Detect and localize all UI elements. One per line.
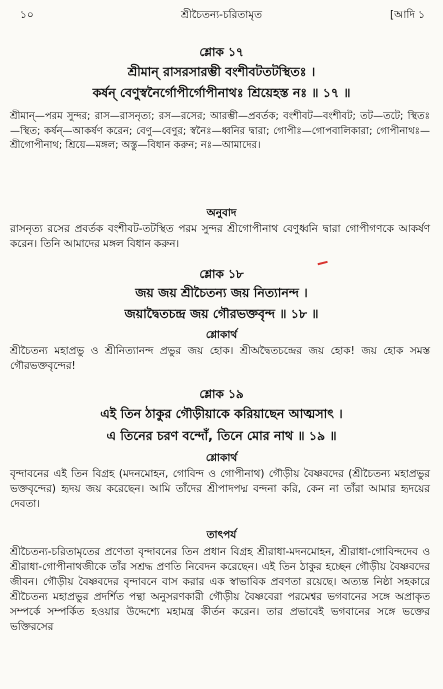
verse-17-translation: রাসনৃত্য রসের প্রবর্তক বংশীবট-তটস্থিত পরম সুন্দর শ্রীগোপীনাথ বেণুধ্বনি দ্বারা গোপীগণকে আকর্ষণ করেন। তিনি আমাদের মঙ্গল বিধান করুন। [10, 223, 430, 250]
page-header [0, 8, 443, 26]
verse-17-heading: শ্লোক ১৭ [199, 45, 244, 59]
verse-18-meaning: শ্রীচৈতন্য মহাপ্রভু ও শ্রীনিত্যানন্দ প্রভুর জয় হোক। শ্রীঅদ্বৈতচন্দ্রের জয় হোক! জয় হোক সমস্ত গৌরভক্তবৃন্দের! [10, 345, 430, 372]
verse-19-line-1: এই তিন ঠাকুর গৌড়ীয়াকে করিয়াছেন আত্মসাৎ । [100, 406, 343, 421]
verse-19-heading: শ্লোক ১৯ [199, 387, 244, 401]
verse-17-word-meanings: শ্রীমান্—পরম সুন্দর; রাস—রাসনৃত্য; রস—রসের; আরম্ভী—প্রবর্তক; বংশীবট—বংশীবট; তট—তটে; স্থিতঃ—স্থিত; কর্ষন্—আকর্ষণ করেন; বেণু—বেণুর; স্বনৈঃ—ধ্বনির দ্বারা; গোপীঃ—গোপবালিকারা; গোপীনাথঃ—শ্রীগোপীনাথ; শ্রিয়ে—মঙ্গল; অস্তু—বিধান করুন; নঃ—আমাদের। [10, 111, 430, 151]
verse-19-purport-heading: তাৎপর্য [206, 529, 237, 541]
section-label: [আদি ১ [389, 9, 425, 21]
verse-18-meaning-heading: শ্লোকার্থ [205, 329, 238, 341]
verse-17-line-1: শ্রীমান্ রাসরসারম্ভী বংশীবটতটস্থিতঃ । [127, 64, 316, 79]
verse-19-line-2: এ তিনের চরণ বন্দোঁ, তিনে মোর নাথ ॥ ১৯ ॥ [106, 428, 337, 443]
verse-19-purport: শ্রীচৈতন্য-চরিতামৃতের প্রণেতা বৃন্দাবনের তিন প্রধান বিগ্রহ শ্রীরাধা-মদনমোহন, শ্রীরাধা-গোবিন্দদেব ও শ্রীরাধা-গোপীনাথজীকে তাঁর সশ্রদ্ধ প্রণতি নিবেদন করেছেন। এই তিন ঠাকুর হচ্ছেন গৌড়ীয় বৈষ্ণবদের জীবন। গৌড়ীয় বৈষ্ণবদের বৃন্দাবনে বাস করার এক স্বাভাবিক প্রবণতা রয়েছে। অত্যন্ত নিষ্ঠা সহকারে শ্রীচৈতন্য মহাপ্রভুর প্রদর্শিত পন্থা অনুসরণকারী গৌড়ীয় বৈষ্ণবেরা পরমেশ্বর ভগবানের সঙ্গে অপ্রাকৃত সম্পর্কে সম্পর্কিত হওয়ার উদ্দেশ্যে মহামন্ত্র কীর্তন করেন। তার প্রভাবেই ভগবানের সঙ্গে ভক্তের ভক্তিরসের [10, 546, 430, 633]
verse-17-translation-heading: অনুবাদ [206, 207, 237, 219]
verse-17-line-2: কর্ষন্ বেণুস্বনৈর্গোপীর্গোপীনাথঃ শ্রিয়েহস্ত নঃ ॥ ১৭ ॥ [92, 85, 351, 100]
verse-19-meaning: বৃন্দাবনের এই তিন বিগ্রহ (মদনমোহন, গোবিন্দ ও গোপীনাথ) গৌড়ীয় বৈষ্ণবদের (শ্রীচৈতন্য মহাপ্রভুর ভক্তবৃন্দের) হৃদয় জয় করেছেন। আমি তাঁদের শ্রীপাদপদ্ম বন্দনা করি, কেন না তাঁরা আমার হৃদয়ের দেবতা। [10, 468, 430, 510]
verse-18-heading: শ্লোক ১৮ [199, 267, 244, 281]
page-number: ১০ [20, 9, 34, 21]
verse-18-line-1: জয় জয় শ্রীচৈতন্য জয় নিত্যানন্দ । [135, 285, 308, 300]
verse-18-line-2: জয়াদ্বৈতচন্দ্র জয় গৌরভক্তবৃন্দ ॥ ১৮ ॥ [124, 306, 319, 321]
verse-19-meaning-heading: শ্লোকার্থ [205, 452, 238, 464]
running-title: শ্রীচৈতন্য-চরিতামৃত [180, 9, 263, 21]
